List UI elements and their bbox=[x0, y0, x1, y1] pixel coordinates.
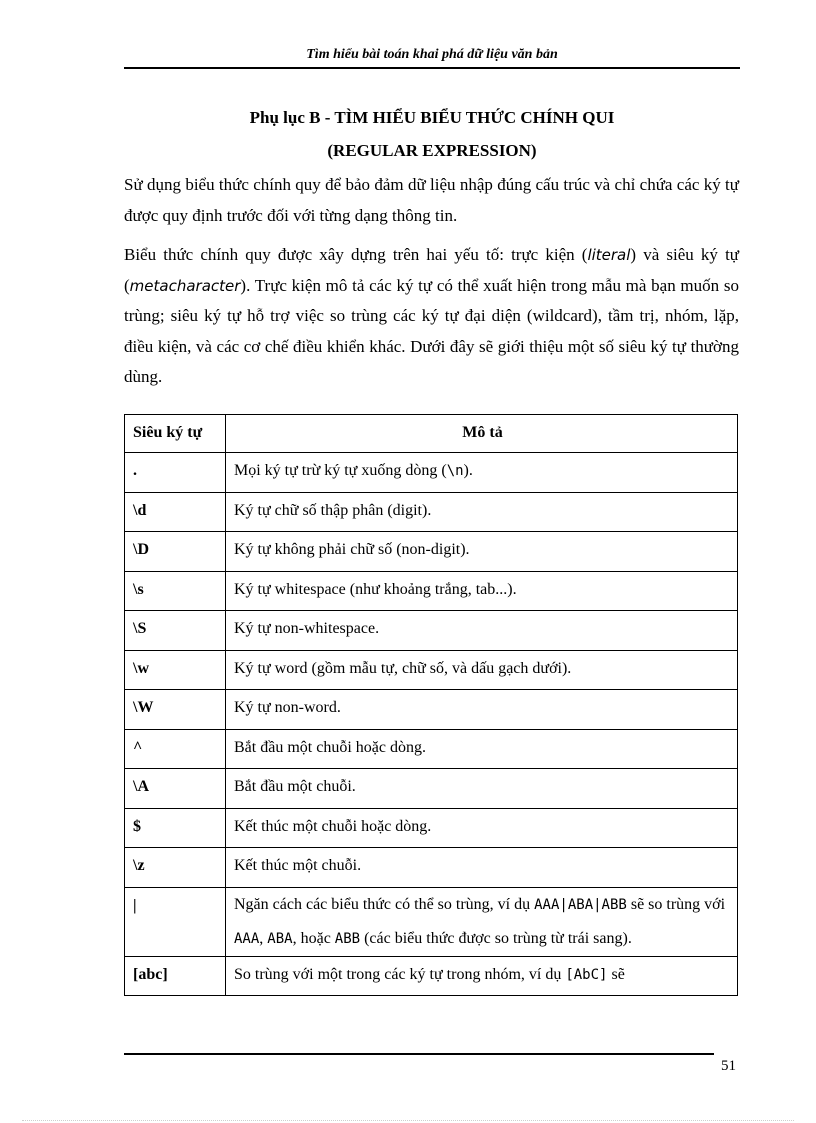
description-cell: Kết thúc một chuỗi hoặc dòng. bbox=[226, 808, 738, 848]
description-text: sẽ bbox=[607, 965, 625, 983]
description-cell: Ký tự word (gồm mẫu tự, chữ số, và dấu gạch dưới). bbox=[226, 650, 738, 690]
footer-rule bbox=[124, 1053, 714, 1055]
code-sample: AAA|ABA|ABB bbox=[534, 896, 627, 913]
description-cell: Kết thúc một chuỗi. bbox=[226, 848, 738, 888]
table-row bbox=[125, 690, 738, 730]
table-row bbox=[125, 532, 738, 572]
table-row bbox=[125, 650, 738, 690]
table-header-row bbox=[125, 415, 738, 453]
description-text: So trùng với một trong các ký tự trong nhóm, ví dụ bbox=[234, 965, 566, 983]
description-cell: Ký tự chữ số thập phân (digit). bbox=[226, 492, 738, 532]
table-row bbox=[125, 808, 738, 848]
description-cell bbox=[226, 887, 738, 956]
symbol-cell: \w bbox=[125, 650, 226, 690]
table-row bbox=[125, 848, 738, 888]
symbol-cell: | bbox=[125, 887, 226, 956]
literal-term: literal bbox=[587, 246, 631, 264]
appendix-subtitle: (REGULAR EXPRESSION) bbox=[327, 141, 537, 160]
code-sample: ABA bbox=[267, 930, 293, 947]
description-cell: Ký tự non-word. bbox=[226, 690, 738, 730]
table-row bbox=[125, 453, 738, 493]
running-header: Tìm hiểu bài toán khai phá dữ liệu văn bản bbox=[306, 47, 558, 62]
symbol-cell: \S bbox=[125, 611, 226, 651]
description-text: (các biểu thức được so trùng từ trái sang). bbox=[360, 929, 632, 947]
table-row bbox=[125, 887, 738, 956]
code-sample: [AbC] bbox=[565, 966, 608, 983]
description-cell: Bắt đầu một chuỗi hoặc dòng. bbox=[226, 729, 738, 769]
page-edge-divider bbox=[22, 1120, 794, 1121]
column-header-description: Mô tả bbox=[226, 415, 738, 453]
column-header-symbol: Siêu ký tự bbox=[125, 415, 226, 453]
para2-text-3: ). Trực kiện mô tả các ký tự có thể xuất hiện trong mẫu mà bạn muốn so trùng; siêu ký tự hỗ trợ việc so trùng các ký tự đại diện (wildcard), tầm trị, nhóm, lặp, điều kiện, và các cơ chế điều khiển khác. Dưới đây sẽ giới thiệu một số siêu ký tự thường dùng. bbox=[124, 275, 739, 386]
symbol-cell: \D bbox=[125, 532, 226, 572]
description-cell: Bắt đầu một chuỗi. bbox=[226, 769, 738, 809]
table-row bbox=[125, 611, 738, 651]
metacharacter-table bbox=[124, 414, 738, 996]
page-number: 51 bbox=[721, 1058, 736, 1074]
code-sample: AAA bbox=[234, 930, 260, 947]
symbol-cell: . bbox=[125, 453, 226, 493]
metacharacter-term: metacharacter bbox=[129, 276, 241, 295]
para2-text-2: ) và siêu ký tự ( bbox=[124, 245, 740, 295]
para2-text-1: Biểu thức chính quy được xây dựng trên hai yếu tố: trực kiện ( bbox=[124, 245, 588, 264]
symbol-cell: $ bbox=[125, 808, 226, 848]
description-text: , hoặc bbox=[292, 929, 335, 947]
description-cell: Ký tự không phải chữ số (non-digit). bbox=[226, 532, 738, 572]
symbol-cell: \s bbox=[125, 571, 226, 611]
description-text: Ngăn cách các biểu thức có thể so trùng, ví dụ bbox=[234, 895, 535, 913]
appendix-title: Phụ lục B - TÌM HIỂU BIỂU THỨC CHÍNH QUI bbox=[249, 108, 615, 127]
code-sample: \n bbox=[446, 463, 464, 479]
description-text: , bbox=[259, 929, 268, 947]
symbol-cell: \d bbox=[125, 492, 226, 532]
header-rule bbox=[124, 67, 740, 69]
table-row bbox=[125, 729, 738, 769]
description-text: ). bbox=[463, 462, 473, 479]
code-sample: ABB bbox=[334, 930, 361, 947]
description-cell: Ký tự whitespace (như khoảng trắng, tab...). bbox=[226, 571, 738, 611]
symbol-cell: \z bbox=[125, 848, 226, 888]
symbol-cell: ^ bbox=[125, 729, 226, 769]
description-cell: Ký tự non-whitespace. bbox=[226, 611, 738, 651]
description-text: sẽ so trùng với bbox=[626, 895, 726, 913]
description-paragraph bbox=[124, 240, 739, 393]
table-row bbox=[125, 769, 738, 809]
description-cell bbox=[226, 453, 738, 493]
description-text: Mọi ký tự trừ ký tự xuống dòng ( bbox=[234, 462, 447, 479]
table-row bbox=[125, 571, 738, 611]
description-cell bbox=[226, 956, 738, 996]
symbol-cell: \W bbox=[125, 690, 226, 730]
intro-paragraph: Sử dụng biểu thức chính quy để bảo đảm dữ liệu nhập đúng cấu trúc và chỉ chứa các ký tự được quy định trước đối với từng dạng thông tin. bbox=[124, 175, 739, 225]
symbol-cell: [abc] bbox=[125, 956, 226, 996]
symbol-cell: \A bbox=[125, 769, 226, 809]
table-row bbox=[125, 492, 738, 532]
table-row bbox=[125, 956, 738, 996]
